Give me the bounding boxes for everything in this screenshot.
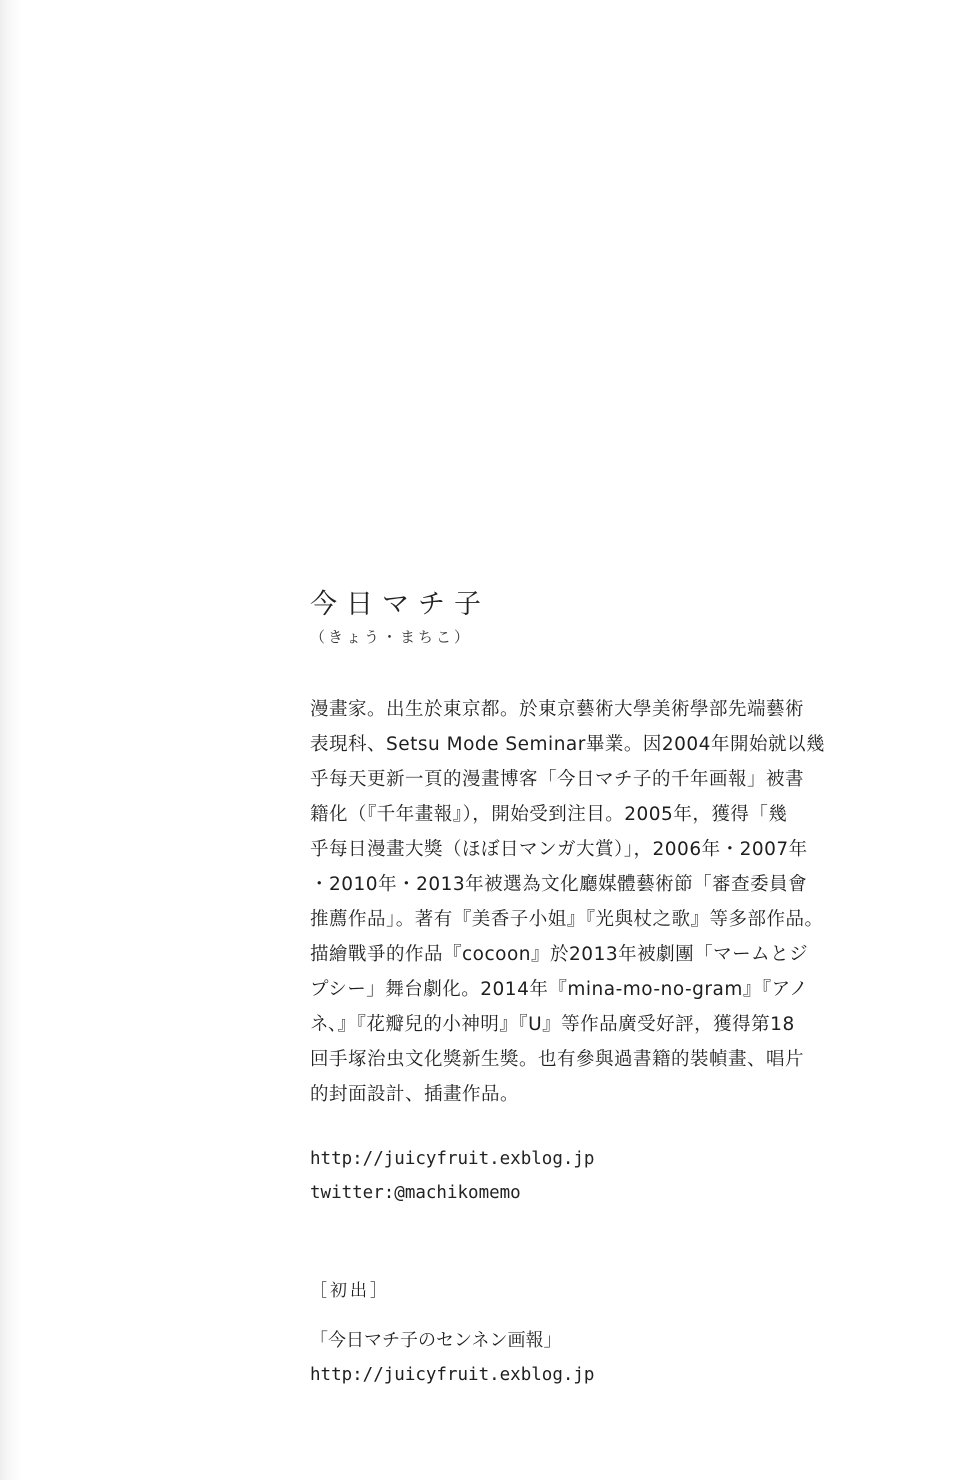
bio-line: 的封面設計、插畫作品。 (310, 1084, 520, 1105)
author-biography (310, 692, 870, 1112)
first-publication-url: http://juicyfruit.exblog.jp (310, 1365, 595, 1385)
bio-line: 推薦作品」。著有『美香子小姐』『光與杖之歌』等多部作品。 (310, 909, 824, 930)
first-publication-heading: ［初出］ (310, 1281, 390, 1301)
author-links (310, 1142, 870, 1210)
bio-line: ネ、』『花瓣兒的小神明』『U』等作品廣受好評，獲得第18 (310, 1014, 795, 1035)
bio-line: 籍化（『千年畫報』），開始受到注目。2005年，獲得「幾 (310, 804, 788, 825)
bio-line: 表現科、Setsu Mode Seminar畢業。因2004年開始就以幾 (310, 734, 825, 755)
bio-line: 乎每日漫畫大獎（ほぼ日マンガ大賞）」，2006年・2007年 (310, 839, 808, 860)
page-edge-shadow (0, 0, 22, 1480)
author-name: 今日マチ子 (310, 589, 490, 620)
bio-line: 漫畫家。出生於東京都。於東京藝術大學美術學部先端藝術 (310, 699, 805, 720)
twitter-handle: twitter:@machikomemo (310, 1183, 521, 1203)
bio-line: プシー」舞台劇化。2014年『mina-mo-no-gram』『アノ (310, 979, 809, 1000)
first-publication-title: 「今日マチ子のセンネン画報」 (310, 1330, 562, 1351)
bio-line: 回手塚治虫文化獎新生獎。也有參與過書籍的裝幀畫、唱片 (310, 1049, 805, 1070)
blog-url: http://juicyfruit.exblog.jp (310, 1149, 595, 1169)
author-name-reading: （きょう・まちこ） (310, 628, 473, 646)
first-publication (310, 1324, 870, 1392)
bio-line: 乎每天更新一頁的漫畫博客「今日マチ子的千年画報」被書 (310, 769, 805, 790)
bio-line: ・2010年・2013年被選為文化廳媒體藝術節「審查委員會 (310, 874, 808, 895)
author-profile (310, 588, 870, 1392)
bio-line: 描繪戰爭的作品『cocoon』於2013年被劇團「マームとジ (310, 944, 809, 965)
